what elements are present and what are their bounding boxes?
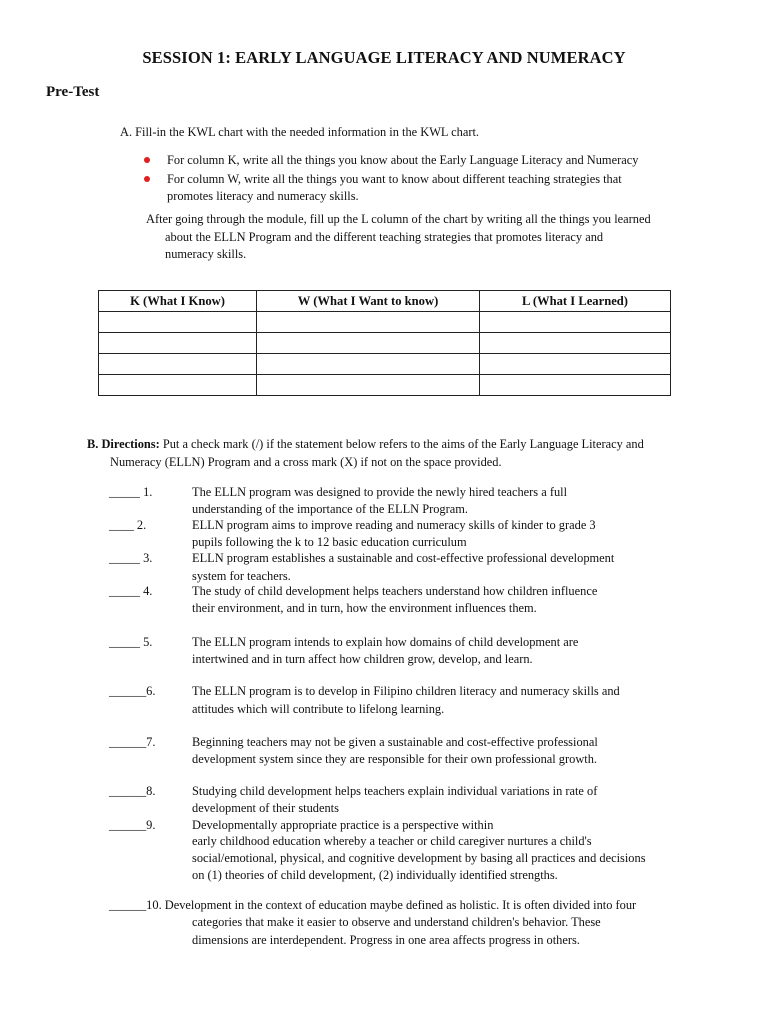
directions-text: Put a check mark (/) if the statement below refers to the aims of the Early Language Literacy and: [159, 437, 644, 451]
kwl-header-w: W (What I Want to know): [257, 291, 480, 312]
item-number[interactable]: ______6.: [109, 684, 156, 698]
item-10-text[interactable]: ______10. Development in the context of education maybe defined as holistic. It is often divided into four: [109, 898, 637, 912]
item-text: on (1) theories of child development, (2) individually identified strengths.: [192, 868, 558, 882]
instruction-text: about the ELLN Program and the different teaching strategies that promotes literacy and: [165, 230, 604, 244]
kwl-cell[interactable]: [99, 312, 257, 333]
part-a-intro: A. Fill-in the KWL chart with the needed information in the KWL chart.: [120, 125, 479, 139]
kwl-cell[interactable]: [99, 333, 257, 354]
item-text: Beginning teachers may not be given a sustainable and cost-effective professional: [192, 735, 598, 749]
item-text: system for teachers.: [192, 569, 291, 583]
page-title: SESSION 1: EARLY LANGUAGE LITERACY AND NUMERACY: [142, 48, 626, 67]
kwl-cell[interactable]: [99, 354, 257, 375]
item-number[interactable]: ______7.: [109, 735, 156, 749]
bullet-icon: [144, 176, 150, 182]
kwl-cell[interactable]: [99, 375, 257, 396]
item-text: categories that make it easier to observe and understand children's behavior. These: [192, 915, 601, 929]
instruction-text: After going through the module, fill up the L column of the chart by writing all the things you learned: [146, 212, 651, 226]
kwl-cell[interactable]: [480, 375, 671, 396]
item-text: pupils following the k to 12 basic education curriculum: [192, 535, 467, 549]
kwl-cell[interactable]: [480, 333, 671, 354]
item-number[interactable]: _____ 5.: [109, 635, 153, 649]
item-text: dimensions are interdependent. Progress in one area affects progress in others.: [192, 933, 580, 947]
item-text: ELLN program aims to improve reading and numeracy skills of kinder to grade 3: [192, 518, 596, 532]
item-number[interactable]: _____ 3.: [109, 551, 153, 565]
item-text: ELLN program establishes a sustainable and cost-effective professional development: [192, 551, 615, 565]
bullet-text: For column W, write all the things you want to know about different teaching strategies that: [167, 172, 622, 186]
item-number[interactable]: ______8.: [109, 784, 156, 798]
item-text: development of their students: [192, 801, 339, 815]
item-text: The ELLN program was designed to provide the newly hired teachers a full: [192, 485, 568, 499]
kwl-row: [99, 333, 671, 354]
kwl-header-k: K (What I Know): [99, 291, 257, 312]
kwl-cell[interactable]: [480, 354, 671, 375]
item-number[interactable]: ______9.: [109, 818, 156, 832]
pretest-heading: Pre-Test: [46, 84, 100, 100]
kwl-row: [99, 375, 671, 396]
kwl-cell[interactable]: [257, 312, 480, 333]
kwl-cell[interactable]: [257, 333, 480, 354]
item-text: understanding of the importance of the ELLN Program.: [192, 502, 468, 516]
item-text: development system since they are responsible for their own professional growth.: [192, 752, 598, 766]
bullet-text: For column K, write all the things you know about the Early Language Literacy and Numeracy: [167, 153, 639, 167]
item-number[interactable]: _____ 4.: [109, 584, 153, 598]
item-number[interactable]: ____ 2.: [109, 518, 147, 532]
part-b-directions: [87, 436, 644, 453]
kwl-row: [99, 312, 671, 333]
kwl-cell[interactable]: [257, 375, 480, 396]
item-text: their environment, and in turn, how the environment influences them.: [192, 601, 537, 615]
kwl-chart: [98, 290, 671, 396]
item-text: The ELLN program intends to explain how domains of child development are: [192, 635, 579, 649]
bullet-icon: [144, 157, 150, 163]
kwl-cell[interactable]: [257, 354, 480, 375]
item-text: attitudes which will contribute to lifelong learning.: [192, 702, 445, 716]
item-number[interactable]: _____ 1.: [109, 485, 153, 499]
instruction-text: numeracy skills.: [165, 247, 247, 261]
bullet-text: promotes literacy and numeracy skills.: [167, 189, 359, 203]
kwl-row: [99, 354, 671, 375]
item-text: social/emotional, physical, and cognitive development by basing all practices and decisions: [192, 851, 646, 865]
directions-label: B. Directions:: [87, 437, 160, 451]
item-text: Studying child development helps teachers explain individual variations in rate of: [192, 784, 598, 798]
item-text: The ELLN program is to develop in Filipino children literacy and numeracy skills and: [192, 684, 620, 698]
item-text: early childhood education whereby a teacher or child caregiver nurtures a child's: [192, 834, 592, 848]
item-text: Developmentally appropriate practice is a perspective within: [192, 818, 494, 832]
kwl-header-l: L (What I Learned): [480, 291, 671, 312]
kwl-cell[interactable]: [480, 312, 671, 333]
item-text: intertwined and in turn affect how children grow, develop, and learn.: [192, 652, 533, 666]
directions-text: Numeracy (ELLN) Program and a cross mark (X) if not on the space provided.: [110, 455, 502, 469]
item-text: The study of child development helps teachers understand how children influence: [192, 584, 598, 598]
